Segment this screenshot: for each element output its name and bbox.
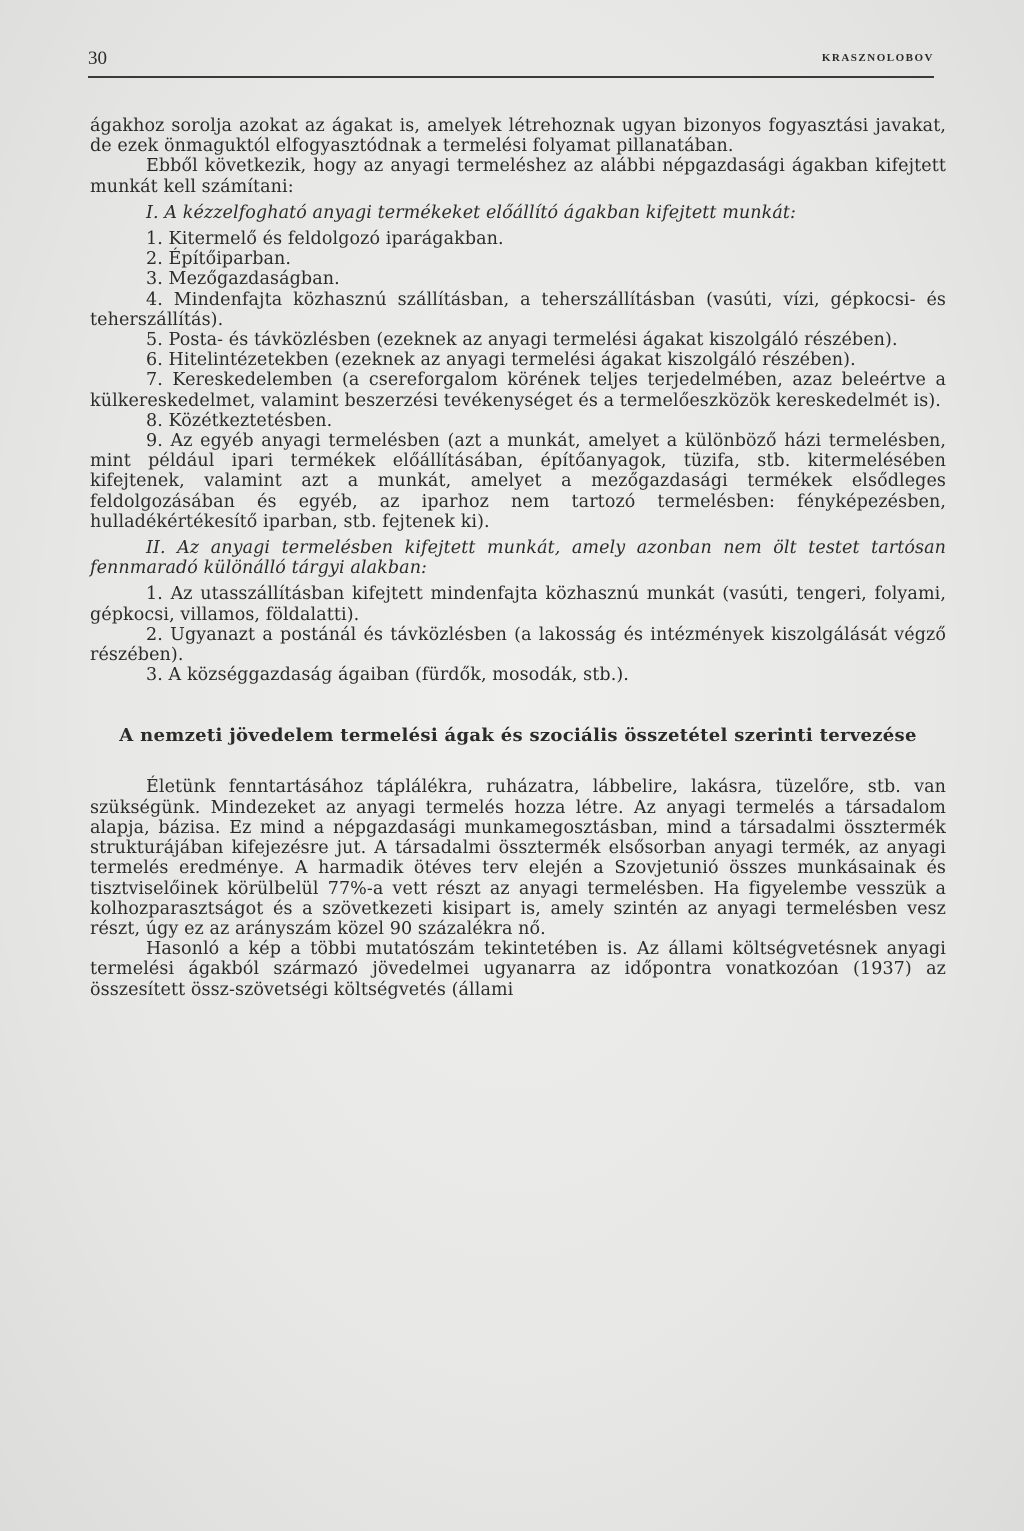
list-title: I. A kézzelfogható anyagi termékeket előállító ágakban kifejtett munkát: xyxy=(146,202,797,223)
paragraph: Életünk fenntartásához táplálékra, ruházatra, lábbelire, lakásra, tüzelőre, stb. van szükségünk. Mindezeket az anyagi termelés hozza létre. Az anyagi termelés a társadalom alapja, bázisa. Ez mind a népgazdasági munkamegosztásban, mind a társadalmi össztermék strukturájában kifejezésre jut. A társadalmi össztermék elsősorban anyagi termék, az anyagi termelés eredménye. A harmadik ötéves terv elején a Szovjetunió összes munkásainak és tisztviselőinek körülbelül 77%-a vett részt az anyagi termelésben. Ha figyelembe vesszük a kolhozparasztságot és a szövetkezeti kisipart is, amely szintén az anyagi termelésben vesz részt, úgy ez az arányszám közel 90 százalékra nő. xyxy=(90,777,946,939)
list-item: 4. Mindenfajta közhasznú szállításban, a teherszállításban (vasúti, vízi, gépkocsi- és teherszállítás). xyxy=(90,289,946,330)
list-title: II. Az anyagi termelésben kifejtett munkát, amely azonban nem ölt testet tartósan fennmaradó különálló tárgyi alakban: xyxy=(90,538,946,579)
running-head: KRASZNOLOBOV xyxy=(821,52,934,64)
paragraph: ágakhoz sorolja azokat az ágakat is, amelyek létrehoznak ugyan bizonyos fogyasztási javakat, de ezek önmaguktól elfogyasztódnak a termelési folyamat pillanatában. xyxy=(90,116,946,157)
list-item: 6. Hitelintézetekben (ezeknek az anyagi termelési ágakat kiszolgáló részében). xyxy=(146,350,856,371)
page-header xyxy=(88,48,934,74)
list-item: 3. Mezőgazdaságban. xyxy=(146,269,340,290)
list-item: 3. A községgazdaság ágaiban (fürdők, mosodák, stb.). xyxy=(146,665,629,686)
list-item: 1. Kitermelő és feldolgozó iparágakban. xyxy=(146,229,504,250)
list-item: 5. Posta- és távközlésben (ezeknek az anyagi termelési ágakat kiszolgáló részében). xyxy=(146,330,898,351)
paragraph: Hasonló a kép a többi mutatószám tekintetében is. Az állami költségvetésnek anyagi termelési ágakból származó jövedelmei ugyanarra az időpontra vonatkozóan (1937) az összesített össz-szövetségi költségvetés (állami xyxy=(90,939,946,1000)
list-item: 1. Az utasszállításban kifejtett mindenfajta közhasznú munkát (vasúti, tengeri, folyami, gépkocsi, villamos, földalatti). xyxy=(90,584,946,625)
list-item: 9. Az egyéb anyagi termelésben (azt a munkát, amelyet a különböző házi termelésben, mint például ipari termékek előállításában, építőanyagok, tüzifa, stb. kitermelésében kifejtenek, valamint azt a munkát, amelyet a mezőgazdasági termékek elsődleges feldolgozásában és egyéb, az iparhoz nem tartozó termelésben: fényképezésben, hulladékértékesítő iparban, stb. fejtenek ki). xyxy=(90,431,946,532)
paragraph: Ebből következik, hogy az anyagi termeléshez az alábbi népgazdasági ágakban kifejtett munkát kell számítani: xyxy=(90,156,946,197)
list-item: 8. Közétkeztetésben. xyxy=(146,410,333,431)
list-item: 7. Kereskedelemben (a csereforgalom körének teljes terjedelmében, azaz beleértve a külkereskedelmet, valamint beszerzési tevékenységet és a termelőeszközök kereskedelmét is). xyxy=(90,370,946,411)
page-number: 30 xyxy=(88,48,107,69)
list-item: 2. Építőiparban. xyxy=(146,249,292,270)
header-rule xyxy=(88,76,934,78)
list-item: 2. Ugyanazt a postánál és távközlésben (a lakosság és intézmények kiszolgálását végző részében). xyxy=(90,624,946,666)
section-heading: A nemzeti jövedelem termelési ágak és szociális összetétel szerinti tervezése xyxy=(119,725,917,747)
page-body xyxy=(90,116,946,1000)
